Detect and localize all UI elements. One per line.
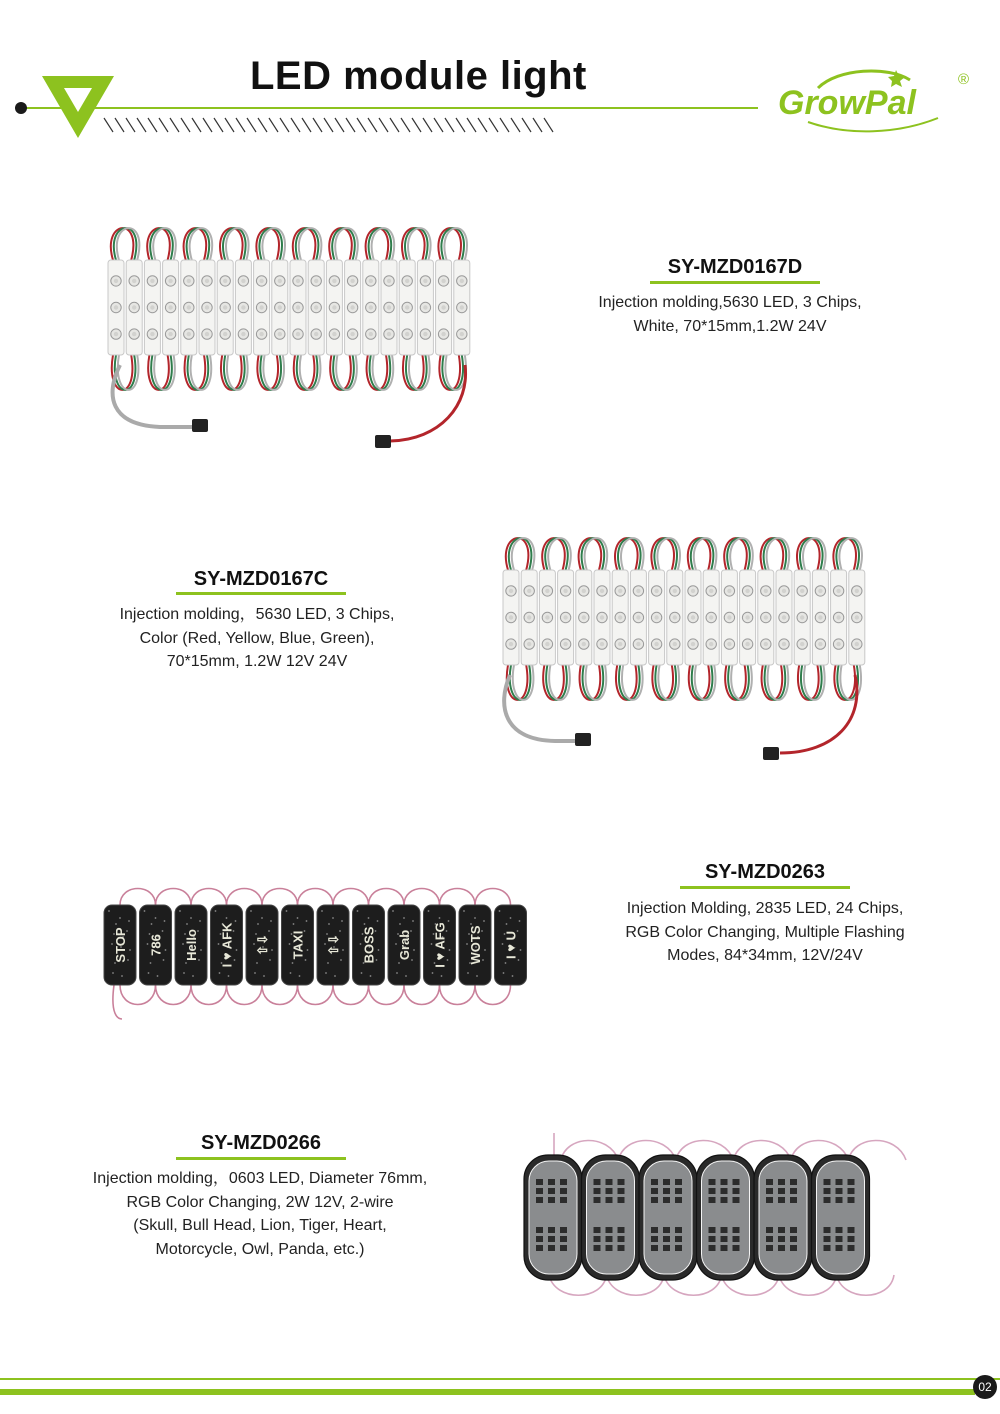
brand-logo-text: GrowPal <box>778 84 916 122</box>
connector-icon <box>575 733 591 746</box>
round-module-strip <box>524 1133 906 1295</box>
connector-icon <box>192 419 208 432</box>
sign-module-strip <box>104 889 527 1020</box>
sign-module-label: Grab <box>397 929 412 961</box>
page-title: LED module light <box>250 54 587 98</box>
sign-module-label: STOP <box>113 927 128 963</box>
connector-icon <box>763 747 779 760</box>
sign-module-label: ⇧⇩ <box>255 934 270 956</box>
product-code-underline <box>176 1157 346 1160</box>
product-description: Injection molding，0603 LED, Diameter 76mm, RGB Color Changing, 2W 12V, 2-wire (Skull, Bull Head, Lion, Tiger, Heart, Motorcycle, Owl, Panda, etc.) <box>92 1170 428 1258</box>
page-number: 02 <box>973 1375 997 1399</box>
product-description: Injection Molding, 2835 LED, 24 Chips, RGB Color Changing, Multiple Flashing Modes, 84*34mm, 12V/24V <box>625 900 905 964</box>
led-module-strip <box>503 570 865 665</box>
footer-bar <box>0 1389 975 1395</box>
registered-mark: ® <box>958 71 970 88</box>
header-hatching <box>100 116 560 134</box>
product-description: Injection molding,5630 LED, 3 Chips, White, 70*15mm,1.2W 24V <box>598 294 862 335</box>
sign-module-label: I ♥ U <box>503 931 519 959</box>
led-module-strip <box>108 260 470 355</box>
product-image-sy-mzd0167c <box>495 515 880 765</box>
header-dot <box>15 102 27 114</box>
sign-module-label: WOTS <box>468 925 483 965</box>
sign-module-label: TAXI <box>290 930 306 960</box>
product-code-underline <box>176 592 346 595</box>
product-image-sy-mzd0167d <box>100 205 485 455</box>
sign-module-label: 786 <box>148 934 164 956</box>
sign-module-label: BOSS <box>361 926 377 964</box>
sign-module-label: I ♥ AFK <box>219 922 235 968</box>
connector-icon <box>375 435 391 448</box>
sign-module-label: I ♥ AFG <box>432 922 448 968</box>
product-image-sy-mzd0266 <box>520 1130 875 1310</box>
product-code-sy-mzd0263: SY-MZD0263 <box>704 861 826 883</box>
sign-module-label: ⇧⇩ <box>326 934 341 956</box>
footer-rule <box>0 1378 1000 1380</box>
product-code-sy-mzd0167c: SY-MZD0167C <box>193 568 329 590</box>
brand-logo <box>778 66 978 143</box>
header-rule <box>22 107 758 109</box>
product-code-sy-mzd0167d: SY-MZD0167D <box>667 256 803 278</box>
product-code-sy-mzd0266: SY-MZD0266 <box>200 1132 322 1154</box>
product-image-sy-mzd0263 <box>100 880 535 1020</box>
product-description: Injection molding，5630 LED, 3 Chips, Color (Red, Yellow, Blue, Green), 70*15mm, 1.2W 12V 24V <box>119 606 395 670</box>
product-code-underline <box>650 281 820 284</box>
product-code-underline <box>680 886 850 889</box>
sign-module-label: Hello <box>184 929 199 961</box>
